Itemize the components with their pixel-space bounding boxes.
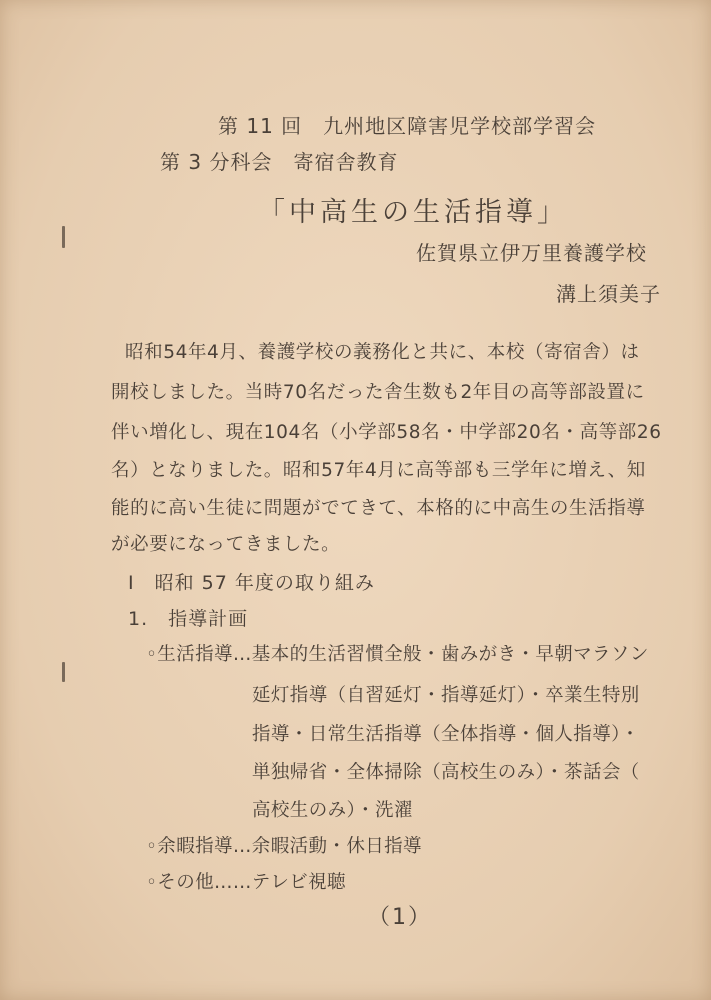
paragraph-line: が必要になってきました。 bbox=[111, 534, 341, 555]
paragraph-line: 名）となりました。昭和57年4月に高等部も三学年に増え、知 bbox=[111, 460, 646, 481]
list-item: ◦生活指導…基本的生活習慣全般・歯みがき・早朝マラソン bbox=[146, 644, 649, 665]
page-number: （1） bbox=[368, 905, 432, 930]
paragraph-line: 昭和54年4月、養護学校の義務化と共に、本校（寄宿舎）は bbox=[125, 342, 640, 363]
binding-staple-mark bbox=[62, 662, 65, 682]
paragraph-line: 能的に高い生徒に問題がでてきて、本格的に中高生の生活指導 bbox=[111, 498, 646, 519]
document-title: 「中高生の生活指導」 bbox=[258, 197, 568, 228]
list-item-continuation: 延灯指導（自習延灯・指導延灯）・卒業生特別 bbox=[252, 685, 640, 706]
binding-staple-mark bbox=[62, 226, 65, 248]
paragraph-line: 開校しました。当時70名だった舎生数も2年目の高等部設置に bbox=[111, 382, 645, 403]
list-item-continuation: 単独帰省・全体掃除（高校生のみ）・茶話会（ bbox=[252, 762, 640, 783]
conference-title: 第 11 回 九州地区障害児学校部学習会 bbox=[218, 114, 597, 138]
author-name: 溝上須美子 bbox=[556, 282, 661, 306]
subsection-heading: 1. 指導計画 bbox=[128, 608, 249, 630]
session-title: 第 3 分科会 寄宿舎教育 bbox=[160, 150, 399, 174]
list-item: ◦余暇指導…余暇活動・休日指導 bbox=[146, 836, 422, 857]
section-heading: Ⅰ 昭和 57 年度の取り組み bbox=[128, 572, 375, 594]
school-name: 佐賀県立伊万里養護学校 bbox=[416, 241, 647, 265]
list-item: ◦その他……テレビ視聴 bbox=[146, 872, 346, 893]
list-item-continuation: 指導・日常生活指導（全体指導・個人指導）・ bbox=[252, 724, 640, 745]
paragraph-line: 伴い増化し、現在104名（小学部58名・中学部20名・高等部26 bbox=[111, 422, 662, 443]
list-item-continuation: 高校生のみ）・洗濯 bbox=[252, 800, 413, 821]
